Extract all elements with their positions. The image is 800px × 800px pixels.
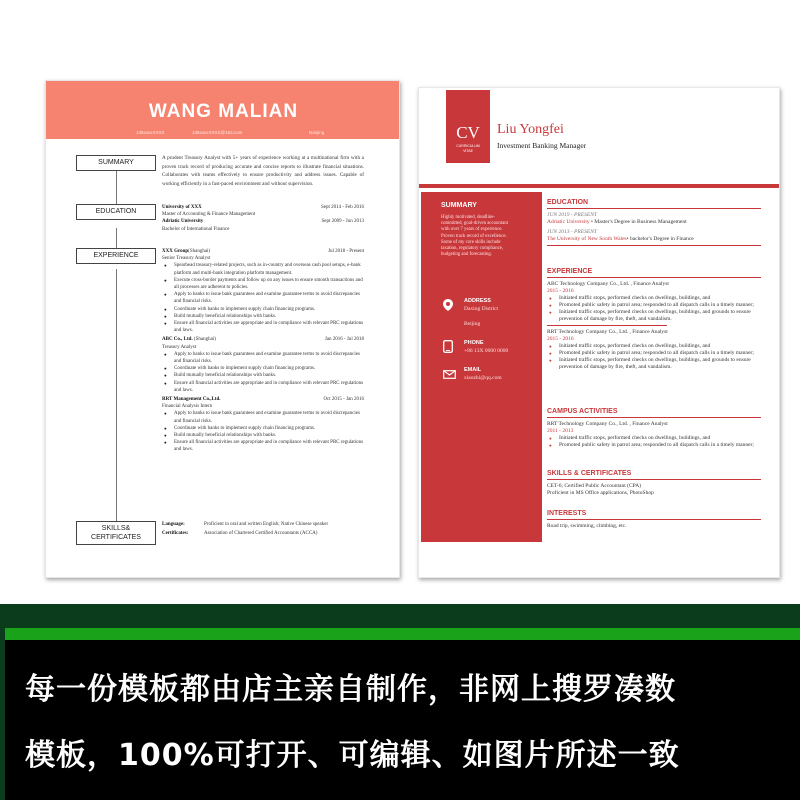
resume1-divider: [116, 269, 117, 521]
skills-language: Proficient in oral and written English; Native Chinese speaker: [204, 522, 329, 527]
email-value: xiaozhi@qq.com: [464, 375, 502, 381]
cv-subtitle-1: CURRICULUM: [456, 144, 480, 148]
resume1-label-education: EDUCATION: [76, 204, 156, 220]
resume2-experience: [547, 268, 761, 371]
resume1-experience: [162, 248, 364, 454]
job-bullets: [162, 262, 364, 334]
job-bullet: ● Coordinate with banks to implement supply chain financing programs.: [162, 425, 364, 432]
skills-cert: Association of Chartered Certified Accountants (ACCA): [204, 531, 318, 537]
job-entry: [162, 396, 364, 454]
resume2-job-title: Investment Banking Manager: [497, 141, 587, 150]
section-title: EXPERIENCE: [547, 268, 761, 278]
job-bullet: ● Initiated traffic stops, performed checks on dwellings, buildings, and: [547, 295, 761, 302]
cv-text: CV: [456, 123, 480, 142]
job-bullet: ● Apply to banks to issue bank guarantees and examine guarantee terms to avoid discrepancies and financial risks.: [162, 351, 364, 365]
job-role: Financial Analysis Intern: [162, 404, 213, 410]
job-entry: [162, 336, 364, 394]
campus-bullet: ● Promoted public safety in patrol area; responded to all dispatch calls in a timely manner;: [547, 442, 761, 449]
job-dates: Jul 2018 - Present: [328, 249, 364, 254]
resume1-summary: A prudent Treasury Analyst with 5+ years of experience working at a multinational firm with a proven track record of producing accurate and concise reports to illustrate financial situations. Collaborates with teams effectively to ensure productivity and address issues. Capable of working efficiently in a fast-paced environment and without supervision.: [162, 155, 364, 187]
job-dates: 2015 - 2016: [547, 336, 574, 342]
job-dates: 2015 - 2016: [547, 288, 574, 294]
sidebar-summary-text: Highly motivated, deadline-committed, goal-driven accountant with over 7 years of experience. Proven track record of excellence. Some of my core skills include taxation, regulatory compliance, budgeting and forecasting.: [441, 215, 508, 258]
job-bullet: ● Build mutually beneficial relationships with banks.: [162, 432, 364, 439]
edu-school: University of XXX: [162, 205, 202, 210]
address-label: ADDRESS: [464, 298, 491, 304]
banner-panel: [5, 640, 800, 800]
job-entry: [162, 248, 364, 334]
job-bullet: ● Build mutually beneficial relationships with banks.: [162, 313, 364, 320]
job-bullet: ● Initiated traffic stops, performed checks on dwellings, buildings, and grounds to ensure prevention of damage by fire, theft, and vandalism.: [547, 357, 761, 371]
banner-line-2: 模板，100%可打开、可编辑、如图片所述一致: [25, 738, 680, 773]
job-bullet: ● Execute cross-border payments and follow up on any issues to ensure smooth transactions and all processes are adherent to policies.: [162, 277, 364, 291]
job-bullet: ● Spearhead treasury-related projects, such as in-country and overseas cash pool setups, e-bank platform and multi-bank integration platform management.: [162, 262, 364, 276]
section-title: INTERESTS: [547, 510, 761, 520]
campus-company: RRT Technology Company Co., Ltd. , Finance Analyst: [547, 421, 668, 427]
resume1-label-skills-line1: SKILLS&: [101, 525, 131, 532]
job-bullet: ● Apply to banks to issue bank guarantees and examine guarantee terms to avoid discrepancies and financial risks.: [162, 291, 364, 305]
edu-school: Adriatic University: [547, 219, 590, 225]
mail-icon: [443, 369, 456, 381]
job-bullet: ● Ensure all financial activities are appropriate and in compliance with relevant PRC regulations and laws.: [162, 320, 364, 334]
job-bullet: ● Promoted public safety in patrol area; responded to all dispatch calls in a timely manner;: [547, 302, 761, 309]
job-bullet: ● Initiated traffic stops, performed checks on dwellings, buildings, and: [547, 343, 761, 350]
resume2-interests: [547, 510, 761, 530]
edu-degree: Bachelor of International Finance: [162, 226, 230, 232]
edu-degree: • bachelor's Degree in Finance: [626, 236, 694, 242]
resume1-divider: [116, 228, 117, 248]
address-line1: Daxing District: [464, 306, 499, 312]
resume2-name: Liu Yongfei: [497, 122, 564, 137]
job-location: (Shanghai): [193, 337, 216, 343]
edu-degree: • Master's Degree in Business Management: [589, 219, 687, 225]
resume1-divider: [116, 169, 117, 204]
edu-school: Adriatic University: [162, 219, 204, 225]
interests-text: Road trip, swimming, climbing, etc.: [547, 523, 627, 529]
resume1-name: WANG MALIAN: [148, 101, 299, 122]
resume2-skills: [547, 470, 761, 497]
job-bullet: ● Ensure all financial activities are appropriate and in compliance with relevant PRC regulations and laws.: [162, 380, 364, 394]
job-company: RRT Technology Company Co., Ltd. , Finance Analyst: [547, 329, 668, 335]
job-bullet: ● Initiated traffic stops, performed checks on dwellings, buildings, and grounds to ensure prevention of damage by fire, theft, and vandalism.: [547, 309, 761, 323]
phone-value: +86 13X 0000 0000: [464, 348, 509, 354]
resume1-email: 136xxxxXXXX@163.com: [192, 130, 243, 135]
job-bullets: [162, 410, 364, 453]
cv-badge: [446, 90, 490, 163]
skills-language-label: Language:: [162, 522, 185, 527]
job-bullet: ● Coordinate with banks to implement supply chain financing programs.: [162, 365, 364, 372]
edu-dates: Sept 2014 - Feb 2016: [320, 205, 364, 210]
job-bullet: ● Apply to banks to issue bank guarantees and examine guarantee terms to avoid discrepancies and financial risks.: [162, 410, 364, 424]
section-title: EDUCATION: [547, 199, 761, 209]
edu-dates: Sept 2009 - Jun 2013: [321, 219, 364, 225]
job-location: (Shanghai): [188, 249, 211, 254]
edu-dates: JUN 2013 - PRESENT: [547, 229, 597, 235]
resume2-campus: [547, 408, 761, 449]
edu-school: The University of New South Wales: [547, 236, 627, 242]
resume1-education: [162, 204, 364, 233]
job-bullet: ● Ensure all financial activities are appropriate and in compliance with relevant PRC regulations and laws.: [162, 439, 364, 453]
resume1-label-experience: EXPERIENCE: [76, 248, 156, 264]
resume2-education: [547, 199, 761, 246]
job-company: XXX Group: [162, 249, 189, 254]
job-role: Senior Treasury Analyst: [162, 256, 211, 262]
resume2-accent-bar: [419, 184, 780, 188]
resume1-label-skills: [76, 521, 156, 545]
resume1-label-summary: SUMMARY: [76, 155, 156, 171]
job-company: RRT Management Co.,Ltd.: [162, 397, 221, 403]
resume2-sidebar: [421, 192, 542, 542]
job-bullet: ● Coordinate with banks to implement supply chain financing programs.: [162, 306, 364, 313]
email-label: EMAIL: [464, 367, 482, 373]
job-company: ABC Technology Company Co., Ltd. , Finance Analyst: [547, 281, 669, 287]
job-bullet: ● Build mutually beneficial relationships with banks.: [162, 372, 364, 379]
resume1-city: Nanjing: [309, 130, 325, 135]
sidebar-summary-title: SUMMARY: [441, 202, 477, 209]
job-bullet: ● Promoted public safety in patrol area; responded to all dispatch calls in a timely manner;: [547, 350, 761, 357]
phone-icon: [443, 340, 453, 355]
resume-template-2: [418, 87, 780, 578]
campus-bullet: ● Initiated traffic stops, performed checks on dwellings, buildings, and: [547, 435, 761, 442]
resume1-phone: 136xxxxXXXX: [136, 130, 165, 135]
campus-dates: 2011 - 2013: [547, 428, 574, 434]
cv-subtitle-2: VITAE: [463, 149, 473, 153]
phone-label: PHONE: [464, 340, 484, 346]
job-role: Treasury Analyst: [162, 344, 197, 350]
location-pin-icon: [443, 299, 453, 313]
skills-cert-label: Certificates:: [162, 531, 189, 537]
edu-dates: JUN 2019 - PRESENT: [547, 212, 597, 218]
edu-degree: Master of Accounting & Finance Management: [162, 212, 256, 218]
resume-template-1: [45, 80, 400, 578]
resume1-skills: [162, 521, 364, 537]
job-dates: Jan 2016 - Jul 2018: [324, 337, 364, 343]
job-company: ABC Co., Ltd.: [162, 337, 193, 343]
section-title: CAMPUS ACTIVITIES: [547, 408, 761, 418]
promo-banner: [0, 604, 800, 800]
resume1-label-skills-line2: CERTIFICATES: [91, 534, 141, 541]
job-dates: Oct 2015 - Jan 2016: [323, 397, 364, 403]
section-title: SKILLS & CERTIFICATES: [547, 470, 761, 480]
resume1-header: [46, 81, 400, 139]
skill-item: CET-6; Certified Public Accountant (CPA): [547, 483, 642, 489]
banner-stripe: [5, 628, 800, 640]
skill-item: Proficient in MS Office applications, PhotoShop: [547, 490, 654, 496]
banner-line-1: 每一份模板都由店主亲自制作，非网上搜罗凑数: [25, 672, 676, 707]
job-bullets: [162, 351, 364, 394]
address-line2: Beijing: [464, 321, 481, 327]
